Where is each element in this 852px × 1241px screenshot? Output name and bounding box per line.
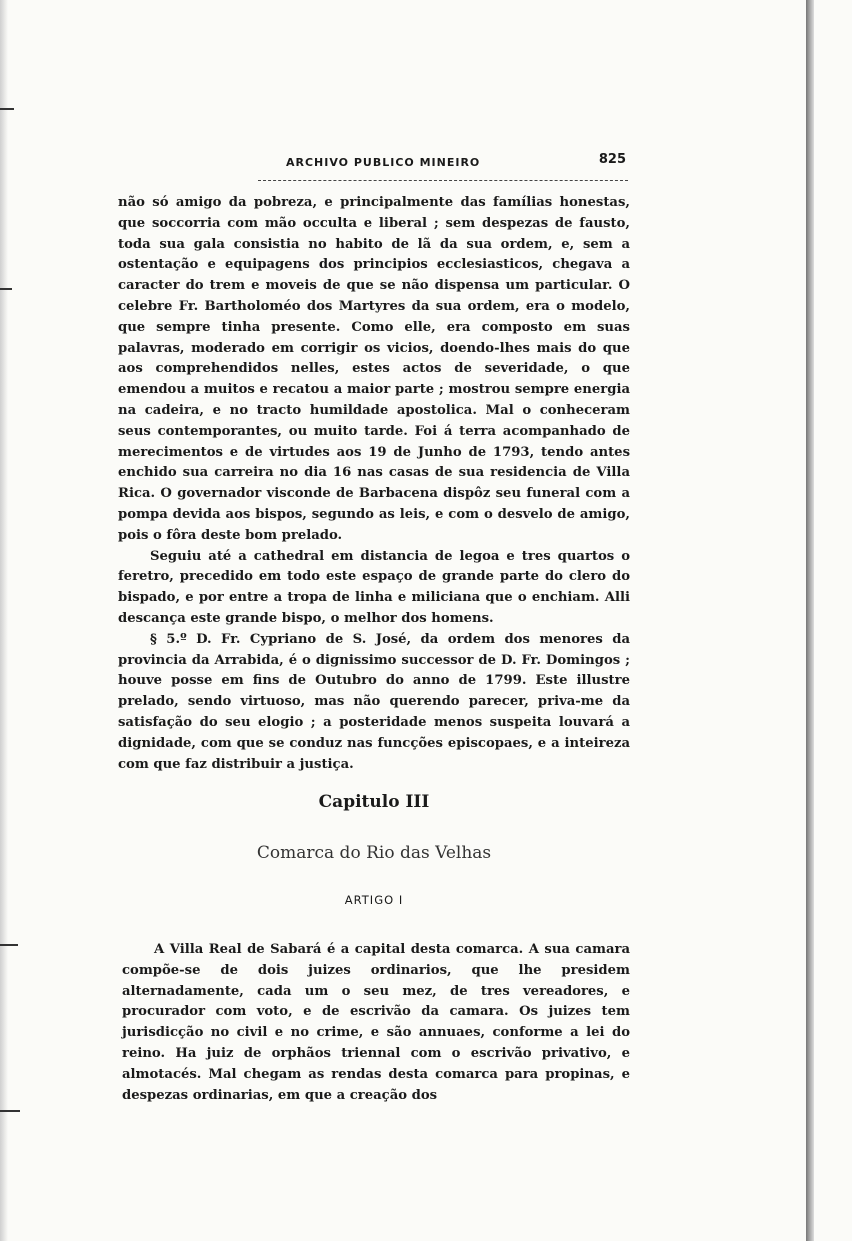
header-rule: [258, 180, 628, 183]
margin-mark: [0, 1110, 20, 1112]
page-header: [120, 152, 630, 174]
chapter-title: Capitulo III: [318, 792, 430, 812]
paragraph: Seguiu até a cathedral em distancia de legoa e tres quartos o feretro, precedido em todo este espaço de grande parte do clero do bispado, e por entre a tropa de linha e miliciana que o enchiam. Alli descança este grande bispo, o melhor dos homens.: [118, 548, 630, 626]
running-title: ARCHIVO PUBLICO MINEIRO: [286, 156, 481, 169]
page-right-edge: [806, 0, 814, 1241]
page-number: 825: [598, 152, 626, 167]
margin-mark: [0, 108, 14, 110]
chapter-subtitle: Comarca do Rio das Velhas: [256, 843, 492, 863]
margin-mark: [0, 288, 12, 290]
margin-mark: [0, 944, 18, 946]
article-heading: ARTIGO I: [344, 893, 404, 907]
paragraph: A Villa Real de Sabará é a capital desta comarca. A sua camara compõe-se de dois juizes ordinarios, que lhe presidem alternadamente, cada um o seu mez, de tres vereadores, e procurador com voto, e de escrivão da camara. Os juizes tem jurisdicção no civil e no crime, e são annuaes, conforme a lei do reino. Ha juiz de orphãos triennal com o escrivão privativo, e almotacés. Mal chegam as rendas desta comarca para propinas, e despezas ordinarias, em que a creação dos: [122, 942, 630, 1103]
article-text: [122, 940, 630, 1106]
paragraph: § 5.º D. Fr. Cypriano de S. José, da ordem dos menores da provincia da Arrabida, é o dignissimo successor de D. Fr. Domingos ; houve posse em fins de Outubro do anno de 1799. Este illustre prelado, sendo virtuoso, mas não querendo parecer, priva-me da satisfação do seu elogio ; a posteridade menos suspeita louvará a dignidade, com que se conduz nas funcções episcopaes, e a inteireza com que faz distribuir a justiça.: [118, 631, 630, 772]
body-text: [118, 193, 630, 775]
page-left-edge: [0, 0, 8, 1241]
paragraph: não só amigo da pobreza, e principalmente das famílias honestas, que soccorria com mão occulta e liberal ; sem despezas de fausto, toda sua gala consistia no habito de lã da sua ordem, e, sem a ostentação e equipagens dos principios ecclesiasticos, chegava a caracter do trem e moveis de que se não dispensa um particular. O celebre Fr. Bartholoméo dos Martyres da sua ordem, era o modelo, que sempre tinha presente. Como elle, era composto em suas palavras, moderado em corrigir os vicios, doendo-lhes mais do que aos comprehendidos nelles, estes actos de severidade, o que emendou a muitos e recatou a maior parte ; mostrou sempre energia na cadeira, e no tracto humildade apostolica. Mal o conheceram seus contemporantes, ou muito tarde. Foi á terra acompanhado de merecimentos e de virtudes aos 19 de Junho de 1793, tendo antes enchido sua carreira no dia 16 nas casas de sua residencia de Villa Rica. O governador visconde de Barbacena dispôz seu funeral com a pompa devida aos bispos, segundo as leis, e com o desvelo de amigo, pois o fôra deste bom prelado.: [118, 195, 630, 543]
